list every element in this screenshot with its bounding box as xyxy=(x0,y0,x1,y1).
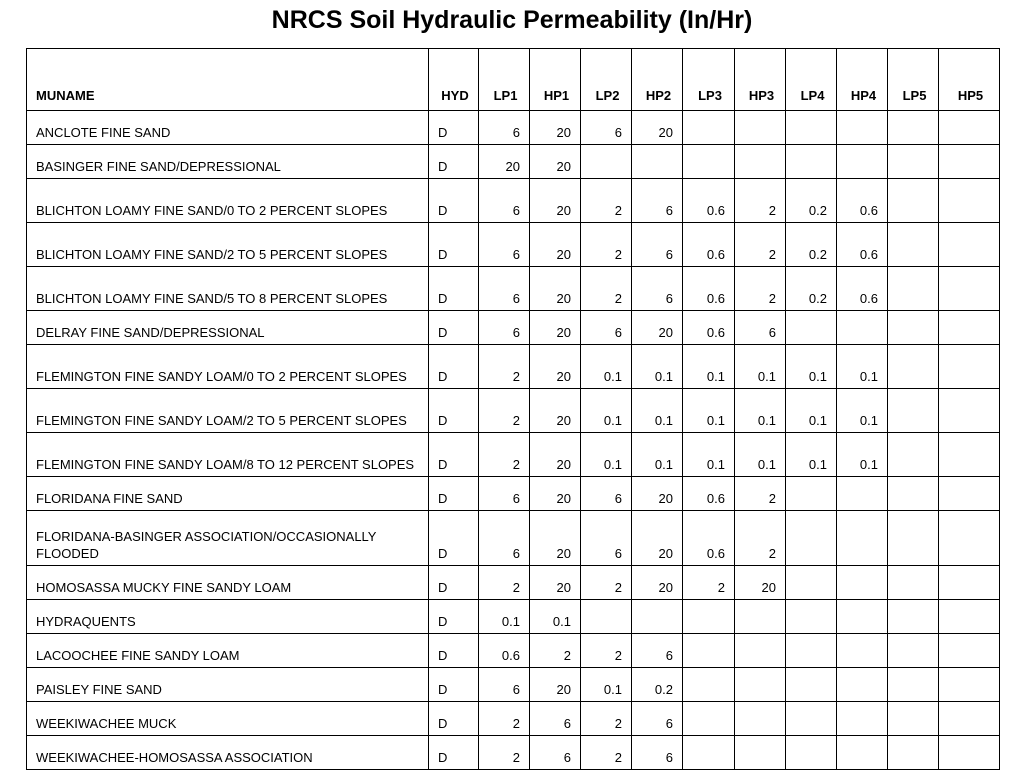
table-row xyxy=(27,111,1000,145)
column-header-hp5: HP5 xyxy=(939,49,1000,111)
cell-hp2: 6 xyxy=(632,736,683,770)
cell-lp4 xyxy=(786,600,837,634)
cell-lp4 xyxy=(786,477,837,511)
cell-lp5 xyxy=(888,634,939,668)
cell-lp5 xyxy=(888,433,939,477)
cell-hp2: 0.1 xyxy=(632,389,683,433)
cell-hyd: D xyxy=(429,668,479,702)
cell-muname: FLEMINGTON FINE SANDY LOAM/8 TO 12 PERCENT SLOPES xyxy=(27,433,429,477)
cell-hp4: 0.1 xyxy=(837,345,888,389)
cell-hp4 xyxy=(837,634,888,668)
cell-lp5 xyxy=(888,345,939,389)
cell-hp4 xyxy=(837,511,888,566)
cell-lp2: 2 xyxy=(581,634,632,668)
cell-hp3 xyxy=(735,600,786,634)
cell-lp2: 6 xyxy=(581,311,632,345)
cell-lp5 xyxy=(888,179,939,223)
cell-hp5 xyxy=(939,433,1000,477)
cell-hp1: 20 xyxy=(530,311,581,345)
cell-hp1: 20 xyxy=(530,267,581,311)
cell-lp5 xyxy=(888,736,939,770)
cell-lp3 xyxy=(683,634,735,668)
cell-hp2: 6 xyxy=(632,223,683,267)
cell-hp5 xyxy=(939,566,1000,600)
cell-lp3: 0.1 xyxy=(683,433,735,477)
cell-muname: FLEMINGTON FINE SANDY LOAM/0 TO 2 PERCENT SLOPES xyxy=(27,345,429,389)
cell-hp1: 6 xyxy=(530,702,581,736)
cell-muname: BLICHTON LOAMY FINE SAND/0 TO 2 PERCENT SLOPES xyxy=(27,179,429,223)
cell-hp2: 0.1 xyxy=(632,433,683,477)
page-title: NRCS Soil Hydraulic Permeability (In/Hr) xyxy=(271,6,753,34)
cell-hyd: D xyxy=(429,600,479,634)
table-row xyxy=(27,477,1000,511)
cell-lp5 xyxy=(888,477,939,511)
cell-lp3: 0.1 xyxy=(683,345,735,389)
cell-hp2: 20 xyxy=(632,111,683,145)
cell-hp2: 6 xyxy=(632,702,683,736)
cell-lp4 xyxy=(786,668,837,702)
cell-hp1: 20 xyxy=(530,389,581,433)
cell-hyd: D xyxy=(429,736,479,770)
cell-hp5 xyxy=(939,477,1000,511)
cell-lp1: 6 xyxy=(479,111,530,145)
column-header-lp3: LP3 xyxy=(683,49,735,111)
cell-muname: DELRAY FINE SAND/DEPRESSIONAL xyxy=(27,311,429,345)
cell-lp3 xyxy=(683,600,735,634)
table-row xyxy=(27,223,1000,267)
cell-hp4: 0.6 xyxy=(837,267,888,311)
cell-hp5 xyxy=(939,311,1000,345)
cell-lp3: 0.6 xyxy=(683,511,735,566)
cell-muname: BLICHTON LOAMY FINE SAND/5 TO 8 PERCENT SLOPES xyxy=(27,267,429,311)
column-header-lp4: LP4 xyxy=(786,49,837,111)
cell-lp5 xyxy=(888,511,939,566)
cell-lp5 xyxy=(888,311,939,345)
cell-lp3: 0.6 xyxy=(683,223,735,267)
cell-lp1: 6 xyxy=(479,179,530,223)
cell-lp5 xyxy=(888,111,939,145)
cell-hp1: 20 xyxy=(530,433,581,477)
cell-lp2: 0.1 xyxy=(581,433,632,477)
cell-hp1: 2 xyxy=(530,634,581,668)
cell-lp4: 0.1 xyxy=(786,389,837,433)
cell-hp2: 20 xyxy=(632,311,683,345)
cell-lp3 xyxy=(683,736,735,770)
table-body xyxy=(27,111,1000,770)
cell-lp1: 2 xyxy=(479,736,530,770)
cell-lp1: 6 xyxy=(479,223,530,267)
cell-hp2: 20 xyxy=(632,477,683,511)
cell-lp1: 6 xyxy=(479,511,530,566)
table-row xyxy=(27,668,1000,702)
cell-lp2: 6 xyxy=(581,511,632,566)
cell-lp5 xyxy=(888,566,939,600)
cell-lp1: 6 xyxy=(479,668,530,702)
cell-hyd: D xyxy=(429,477,479,511)
cell-hp5 xyxy=(939,145,1000,179)
cell-lp1: 6 xyxy=(479,267,530,311)
cell-hp5 xyxy=(939,111,1000,145)
cell-lp4 xyxy=(786,736,837,770)
cell-hyd: D xyxy=(429,345,479,389)
cell-hp5 xyxy=(939,600,1000,634)
table-row xyxy=(27,267,1000,311)
cell-hp4 xyxy=(837,566,888,600)
cell-lp1: 0.6 xyxy=(479,634,530,668)
cell-hp1: 20 xyxy=(530,179,581,223)
column-header-hp2: HP2 xyxy=(632,49,683,111)
cell-hp3: 2 xyxy=(735,267,786,311)
column-header-muname: MUNAME xyxy=(27,49,429,111)
table-row xyxy=(27,145,1000,179)
cell-hp5 xyxy=(939,702,1000,736)
cell-hp3: 2 xyxy=(735,477,786,511)
cell-hp5 xyxy=(939,345,1000,389)
cell-lp5 xyxy=(888,223,939,267)
cell-lp4 xyxy=(786,311,837,345)
cell-lp4 xyxy=(786,566,837,600)
cell-lp2: 2 xyxy=(581,566,632,600)
table-row xyxy=(27,736,1000,770)
cell-hyd: D xyxy=(429,179,479,223)
cell-lp2: 0.1 xyxy=(581,345,632,389)
cell-hp4 xyxy=(837,477,888,511)
cell-hp3: 2 xyxy=(735,179,786,223)
column-header-lp5: LP5 xyxy=(888,49,939,111)
cell-lp1: 2 xyxy=(479,389,530,433)
cell-lp4 xyxy=(786,634,837,668)
cell-hp3 xyxy=(735,668,786,702)
cell-hp3: 2 xyxy=(735,511,786,566)
cell-hyd: D xyxy=(429,111,479,145)
cell-lp4: 0.1 xyxy=(786,433,837,477)
cell-lp1: 2 xyxy=(479,702,530,736)
table-row xyxy=(27,511,1000,566)
cell-hp1: 20 xyxy=(530,223,581,267)
cell-lp3 xyxy=(683,668,735,702)
cell-lp3: 0.6 xyxy=(683,477,735,511)
column-header-hp3: HP3 xyxy=(735,49,786,111)
cell-hp2: 0.1 xyxy=(632,345,683,389)
cell-hp4 xyxy=(837,145,888,179)
cell-hp3 xyxy=(735,111,786,145)
column-header-lp2: LP2 xyxy=(581,49,632,111)
cell-hp1: 20 xyxy=(530,511,581,566)
cell-hp3: 20 xyxy=(735,566,786,600)
cell-muname: BASINGER FINE SAND/DEPRESSIONAL xyxy=(27,145,429,179)
cell-hyd: D xyxy=(429,566,479,600)
cell-muname: WEEKIWACHEE MUCK xyxy=(27,702,429,736)
cell-hp1: 20 xyxy=(530,566,581,600)
cell-muname: FLORIDANA-BASINGER ASSOCIATION/OCCASIONALLY FLOODED xyxy=(27,511,429,566)
cell-hp4 xyxy=(837,111,888,145)
table-row xyxy=(27,311,1000,345)
cell-hp2: 20 xyxy=(632,511,683,566)
cell-lp3: 0.6 xyxy=(683,179,735,223)
cell-muname: PAISLEY FINE SAND xyxy=(27,668,429,702)
cell-hyd: D xyxy=(429,223,479,267)
cell-lp3 xyxy=(683,111,735,145)
cell-lp5 xyxy=(888,702,939,736)
cell-hp1: 20 xyxy=(530,111,581,145)
cell-lp3: 0.6 xyxy=(683,267,735,311)
cell-hp5 xyxy=(939,511,1000,566)
cell-hyd: D xyxy=(429,433,479,477)
cell-lp5 xyxy=(888,145,939,179)
cell-lp4 xyxy=(786,111,837,145)
cell-hp1: 20 xyxy=(530,668,581,702)
column-header-hp1: HP1 xyxy=(530,49,581,111)
cell-muname: FLORIDANA FINE SAND xyxy=(27,477,429,511)
cell-hp4 xyxy=(837,668,888,702)
table-row xyxy=(27,433,1000,477)
cell-lp2: 2 xyxy=(581,179,632,223)
cell-hp2: 6 xyxy=(632,634,683,668)
column-header-hp4: HP4 xyxy=(837,49,888,111)
cell-hp3: 6 xyxy=(735,311,786,345)
cell-hp1: 20 xyxy=(530,345,581,389)
cell-lp2 xyxy=(581,145,632,179)
cell-hp1: 0.1 xyxy=(530,600,581,634)
cell-hp3: 0.1 xyxy=(735,345,786,389)
cell-hp5 xyxy=(939,736,1000,770)
cell-lp2: 2 xyxy=(581,736,632,770)
cell-lp4 xyxy=(786,702,837,736)
cell-hp2 xyxy=(632,600,683,634)
cell-lp5 xyxy=(888,668,939,702)
cell-hp4 xyxy=(837,736,888,770)
cell-lp2 xyxy=(581,600,632,634)
cell-hp4 xyxy=(837,600,888,634)
cell-lp1: 6 xyxy=(479,477,530,511)
cell-hp3 xyxy=(735,736,786,770)
header-row xyxy=(27,49,1000,111)
cell-hyd: D xyxy=(429,311,479,345)
cell-hp5 xyxy=(939,223,1000,267)
cell-hp2: 6 xyxy=(632,179,683,223)
cell-lp3 xyxy=(683,702,735,736)
column-header-hyd: HYD xyxy=(429,49,479,111)
cell-lp2: 2 xyxy=(581,223,632,267)
cell-lp5 xyxy=(888,267,939,311)
cell-lp4: 0.2 xyxy=(786,267,837,311)
cell-hp3 xyxy=(735,145,786,179)
cell-hp1: 20 xyxy=(530,477,581,511)
cell-lp1: 2 xyxy=(479,345,530,389)
cell-lp2: 2 xyxy=(581,267,632,311)
cell-lp4 xyxy=(786,145,837,179)
cell-lp2: 0.1 xyxy=(581,668,632,702)
table-row xyxy=(27,600,1000,634)
table-row xyxy=(27,345,1000,389)
cell-hp5 xyxy=(939,634,1000,668)
cell-muname: LACOOCHEE FINE SANDY LOAM xyxy=(27,634,429,668)
cell-lp3: 2 xyxy=(683,566,735,600)
cell-hyd: D xyxy=(429,702,479,736)
cell-muname: WEEKIWACHEE-HOMOSASSA ASSOCIATION xyxy=(27,736,429,770)
cell-lp4: 0.2 xyxy=(786,223,837,267)
table-row xyxy=(27,702,1000,736)
cell-hyd: D xyxy=(429,267,479,311)
cell-hp4 xyxy=(837,311,888,345)
cell-hp2: 6 xyxy=(632,267,683,311)
cell-hp3 xyxy=(735,702,786,736)
table-row xyxy=(27,179,1000,223)
cell-muname: HYDRAQUENTS xyxy=(27,600,429,634)
cell-hp5 xyxy=(939,267,1000,311)
cell-hp3: 0.1 xyxy=(735,433,786,477)
cell-hp4: 0.1 xyxy=(837,389,888,433)
cell-hp3: 2 xyxy=(735,223,786,267)
cell-lp4: 0.1 xyxy=(786,345,837,389)
cell-hp2: 20 xyxy=(632,566,683,600)
cell-lp1: 6 xyxy=(479,311,530,345)
table-row xyxy=(27,634,1000,668)
cell-lp4: 0.2 xyxy=(786,179,837,223)
cell-lp5 xyxy=(888,389,939,433)
cell-hyd: D xyxy=(429,634,479,668)
cell-hyd: D xyxy=(429,145,479,179)
table-row xyxy=(27,389,1000,433)
cell-hp4 xyxy=(837,702,888,736)
cell-muname: BLICHTON LOAMY FINE SAND/2 TO 5 PERCENT SLOPES xyxy=(27,223,429,267)
cell-hp2 xyxy=(632,145,683,179)
cell-lp1: 2 xyxy=(479,566,530,600)
permeability-table xyxy=(26,48,1000,770)
column-header-lp1: LP1 xyxy=(479,49,530,111)
cell-hp1: 20 xyxy=(530,145,581,179)
cell-hp3 xyxy=(735,634,786,668)
cell-hp4: 0.6 xyxy=(837,179,888,223)
cell-lp5 xyxy=(888,600,939,634)
cell-lp3 xyxy=(683,145,735,179)
cell-lp3: 0.6 xyxy=(683,311,735,345)
cell-lp4 xyxy=(786,511,837,566)
cell-lp2: 6 xyxy=(581,111,632,145)
cell-hp2: 0.2 xyxy=(632,668,683,702)
cell-lp3: 0.1 xyxy=(683,389,735,433)
cell-lp1: 20 xyxy=(479,145,530,179)
cell-hyd: D xyxy=(429,511,479,566)
cell-lp1: 0.1 xyxy=(479,600,530,634)
cell-hp5 xyxy=(939,668,1000,702)
table-row xyxy=(27,566,1000,600)
cell-lp2: 0.1 xyxy=(581,389,632,433)
cell-hp5 xyxy=(939,389,1000,433)
cell-hp5 xyxy=(939,179,1000,223)
cell-hp3: 0.1 xyxy=(735,389,786,433)
cell-lp2: 2 xyxy=(581,702,632,736)
cell-lp1: 2 xyxy=(479,433,530,477)
cell-hp4: 0.1 xyxy=(837,433,888,477)
cell-hp4: 0.6 xyxy=(837,223,888,267)
cell-hyd: D xyxy=(429,389,479,433)
cell-hp1: 6 xyxy=(530,736,581,770)
cell-muname: ANCLOTE FINE SAND xyxy=(27,111,429,145)
cell-muname: FLEMINGTON FINE SANDY LOAM/2 TO 5 PERCENT SLOPES xyxy=(27,389,429,433)
cell-lp2: 6 xyxy=(581,477,632,511)
cell-muname: HOMOSASSA MUCKY FINE SANDY LOAM xyxy=(27,566,429,600)
